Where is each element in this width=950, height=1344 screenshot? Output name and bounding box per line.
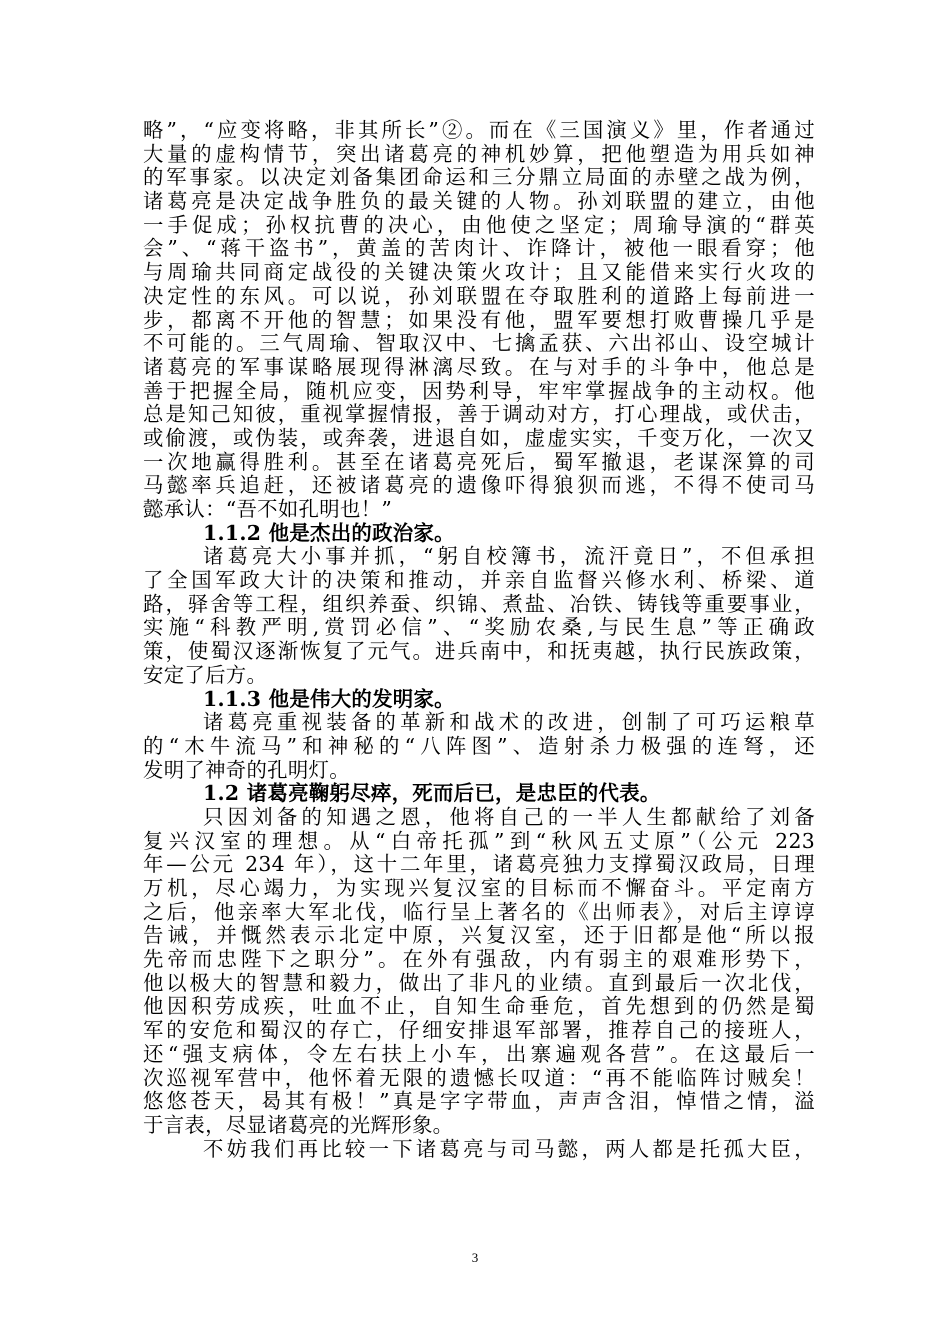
text-line: 他因积劳成疾，吐血不止，自知生命垂危，首先想到的仍然是蜀 — [143, 994, 815, 1019]
text-line: 实施“科教严明,赏罚必信”、“奖励农桑,与民生息”等正确政 — [143, 615, 815, 640]
text-line: 复兴汉室的理想。从“白帝托孤”到“秋风五丈原”（公元 223 — [143, 828, 815, 853]
paragraph-first-line: 只因刘备的知遇之恩，他将自己的一半人生都献给了刘备 — [203, 804, 815, 829]
paragraph-first-line: 诸葛亮重视装备的革新和战术的改进，创制了可巧运粮草 — [203, 710, 815, 735]
text-line: 善于把握全局，随机应变，因势利导，牢牢掌握战争的主动权。他 — [143, 378, 815, 403]
paragraph-last-line: 于言表，尽显诸葛亮的光辉形象。 — [143, 1112, 454, 1137]
text-line: 略”，“应变将略，非其所长”②。而在《三国演义》里，作者通过 — [143, 118, 815, 142]
page-number: 3 — [471, 1250, 479, 1265]
paragraph-last-line: 懿承认：“吾不如孔明也！” — [143, 497, 393, 521]
section-heading: 1.1.2 他是杰出的政治家。 — [203, 520, 455, 545]
paragraph-first-line: 诸葛亮大小事并抓，“躬自校簿书，流汗竟日”，不但承担 — [203, 544, 815, 569]
text-line: 悠悠苍天，曷其有极！”真是字字带血，声声含泪，悼惜之情，溢 — [143, 1089, 815, 1114]
text-line: 的“木牛流马”和神秘的“八阵图”、造射杀力极强的连弩，还 — [143, 733, 815, 758]
text-line: 一手促成；孙权抗曹的决心，由他使之坚定；周瑜导演的“群英 — [143, 212, 815, 237]
text-line: 总是知己知彼，重视掌握情报，善于调动对方，打心理战，或伏击， — [143, 402, 815, 427]
text-line: 会”、“蒋干盗书”，黄盖的苦肉计、诈降计，被他一眼看穿；他 — [143, 236, 815, 261]
text-line: 之后，他亲率大军北伐，临行呈上著名的《出师表》，对后主谆谆 — [143, 899, 815, 924]
text-line: 军的安危和蜀汉的存亡，仔细安排退军部署，推荐自己的接班人， — [143, 1018, 815, 1043]
body-text — [143, 119, 815, 1161]
text-line: 诸葛亮是决定战争胜负的最关键的人物。孙刘联盟的建立，由他 — [143, 189, 815, 214]
text-line: 他以极大的智慧和毅力，做出了非凡的业绩。直到最后一次北伐， — [143, 970, 815, 995]
text-line: 不可能的。三气周瑜、智取汉中、七擒孟获、六出祁山、设空城计 — [143, 331, 815, 356]
text-line: 诸葛亮的军事谋略展现得淋漓尽致。在与对手的斗争中，他总是 — [143, 354, 815, 379]
text-line: 决定性的东风。可以说，孙刘联盟在夺取胜利的道路上每前进一 — [143, 283, 815, 308]
section-heading: 1.1.3 他是伟大的发明家。 — [203, 686, 455, 711]
text-line: 策，使蜀汉逐渐恢复了元气。进兵南中，和抚夷越，执行民族政策， — [143, 639, 815, 664]
text-line: 年—公元 234 年），这十二年里，诸葛亮独力支撑蜀汉政局，日理 — [143, 852, 815, 877]
text-line: 与周瑜共同商定战役的关键决策火攻计；且又能借来实行火攻的 — [143, 260, 815, 285]
paragraph-first-line: 不妨我们再比较一下诸葛亮与司马懿，两人都是托孤大臣， — [203, 1136, 815, 1161]
text-line: 了全国军政大计的决策和推动，并亲自监督兴修水利、桥梁、道 — [143, 568, 815, 593]
text-line: 次巡视军营中，他怀着无限的遗憾长叹道：“再不能临阵讨贼矣！ — [143, 1065, 815, 1090]
paragraph-last-line: 安定了后方。 — [143, 662, 268, 687]
text-line: 告诫，并慨然表示北定中原，兴复汉室，还于旧都是他“所以报 — [143, 923, 815, 948]
text-line: 先帝而忠陛下之职分”。在外有强敌，内有弱主的艰难形势下， — [143, 947, 815, 972]
text-line: 路，驿舍等工程，组织养蚕、织锦、煮盐、冶铁、铸钱等重要事业， — [143, 591, 815, 616]
text-line: 万机，尽心竭力，为实现兴复汉室的目标而不懈奋斗。平定南方 — [143, 876, 815, 900]
paragraph-last-line: 发明了神奇的孔明灯。 — [143, 757, 350, 782]
text-line: 一次地赢得胜利。甚至在诸葛亮死后，蜀军撤退，老谋深算的司 — [143, 449, 815, 474]
text-line: 大量的虚构情节，突出诸葛亮的神机妙算，把他塑造为用兵如神 — [143, 141, 815, 166]
section-heading: 1.2 诸葛亮鞠躬尽瘁，死而后已，是忠臣的代表。 — [203, 781, 661, 806]
text-line: 马懿率兵追赶，还被诸葛亮的遗像吓得狼狈而逃，不得不使司马 — [143, 473, 815, 498]
text-line: 还“强支病体，令左右扶上小车，出寨遍观各营”。在这最后一 — [143, 1041, 815, 1066]
text-line: 步，都离不开他的智慧；如果没有他，盟军要想打败曹操几乎是 — [143, 307, 815, 332]
text-line: 或偷渡，或伪装，或奔袭，进退自如，虚虚实实，千变万化，一次又 — [143, 425, 815, 450]
text-line: 的军事家。以决定刘备集团命运和三分鼎立局面的赤壁之战为例， — [143, 165, 815, 190]
